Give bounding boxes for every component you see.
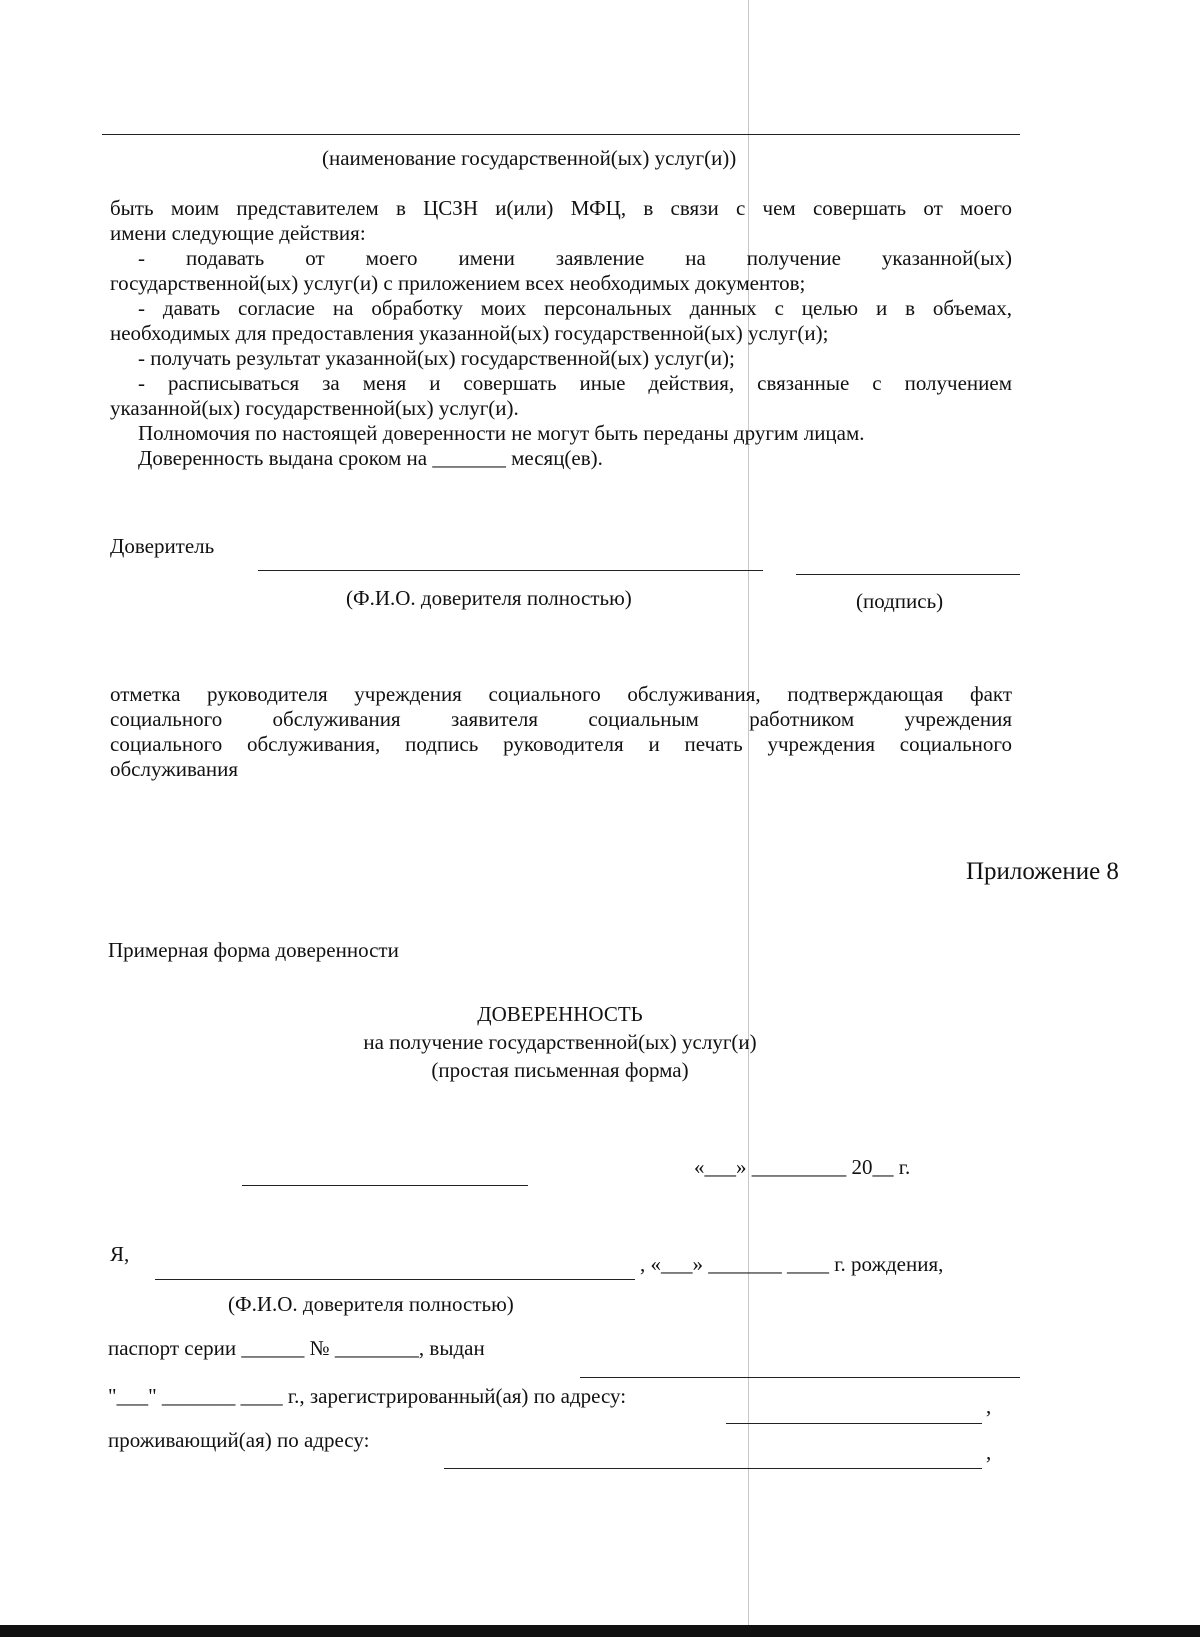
powers-paragraph (110, 196, 1012, 471)
registered-text: "___" _______ ____ г., зарегистрированный(ая) по адресу: (108, 1384, 627, 1408)
birth-date-text: , «___» _______ ____ г. рождения, (640, 1252, 944, 1276)
note-line: отметка руководителя учреждения социального обслуживания, подтверждающая факт (110, 682, 1012, 706)
paragraph-line: - давать согласие на обработку моих персональных данных с целью и в объемах, (138, 296, 1012, 320)
paragraph-line: - расписываться за меня и совершать иные действия, связанные с получением (138, 371, 1012, 395)
residing-comma: , (986, 1440, 992, 1464)
service-name-line (102, 134, 1020, 135)
i-label: Я, (110, 1242, 130, 1266)
paragraph-line: указанной(ых) государственной(ых) услуг(и). (110, 396, 519, 420)
form-subtitle: Примерная форма доверенности (108, 938, 399, 962)
paragraph-line: Полномочия по настоящей доверенности не могут быть переданы другим лицам. (138, 421, 865, 445)
place-line (242, 1185, 528, 1186)
principal-name-line (258, 570, 763, 571)
note-line: социального обслуживания заявителя социальным работником учреждения (110, 707, 1012, 731)
principal-label: Доверитель (110, 534, 215, 558)
paragraph-line: - получать результат указанной(ых) государственной(ых) услуг(и); (138, 346, 735, 370)
date-line: «___» _________ 20__ г. (694, 1155, 911, 1179)
paragraph-line: Доверенность выдана сроком на _______ месяц(ев). (138, 446, 603, 470)
manager-note (110, 682, 1012, 782)
registered-address-line (726, 1423, 982, 1424)
note-line: обслуживания (110, 757, 239, 781)
principal-signature-line (796, 574, 1020, 575)
paragraph-line: - подавать от моего имени заявление на получение указанной(ых) (138, 246, 1012, 270)
doc-form-type: (простая письменная форма) (431, 1058, 689, 1082)
signature-caption: (подпись) (856, 589, 944, 613)
residing-address-line (444, 1468, 982, 1469)
doc-subtitle: на получение государственной(ых) услуг(и) (363, 1030, 757, 1054)
registered-comma: , (986, 1394, 992, 1418)
paragraph-line: имени следующие действия: (110, 221, 366, 245)
i-name-line (155, 1279, 635, 1280)
scan-bottom-edge (0, 1625, 1200, 1637)
note-line: социального обслуживания, подпись руководителя и печать учреждения социального (110, 732, 1012, 756)
paragraph-line: государственной(ых) услуг(и) с приложением всех необходимых документов; (110, 271, 806, 295)
service-name-caption: (наименование государственной(ых) услуг(и)) (322, 146, 737, 170)
passport-text: паспорт серии ______ № ________, выдан (108, 1336, 485, 1360)
i-name-caption: (Ф.И.О. доверителя полностью) (228, 1292, 514, 1316)
paragraph-line: необходимых для предоставления указанной(ых) государственной(ых) услуг(и); (110, 321, 829, 345)
residing-text: проживающий(ая) по адресу: (108, 1428, 370, 1452)
issued-by-line (580, 1377, 1020, 1378)
paragraph-line: быть моим представителем в ЦСЗН и(или) МФЦ, в связи с чем совершать от моего (110, 196, 1012, 220)
appendix-label: Приложение 8 (966, 858, 1119, 885)
principal-name-caption: (Ф.И.О. доверителя полностью) (346, 586, 632, 610)
doc-title: ДОВЕРЕННОСТЬ (477, 1002, 643, 1026)
